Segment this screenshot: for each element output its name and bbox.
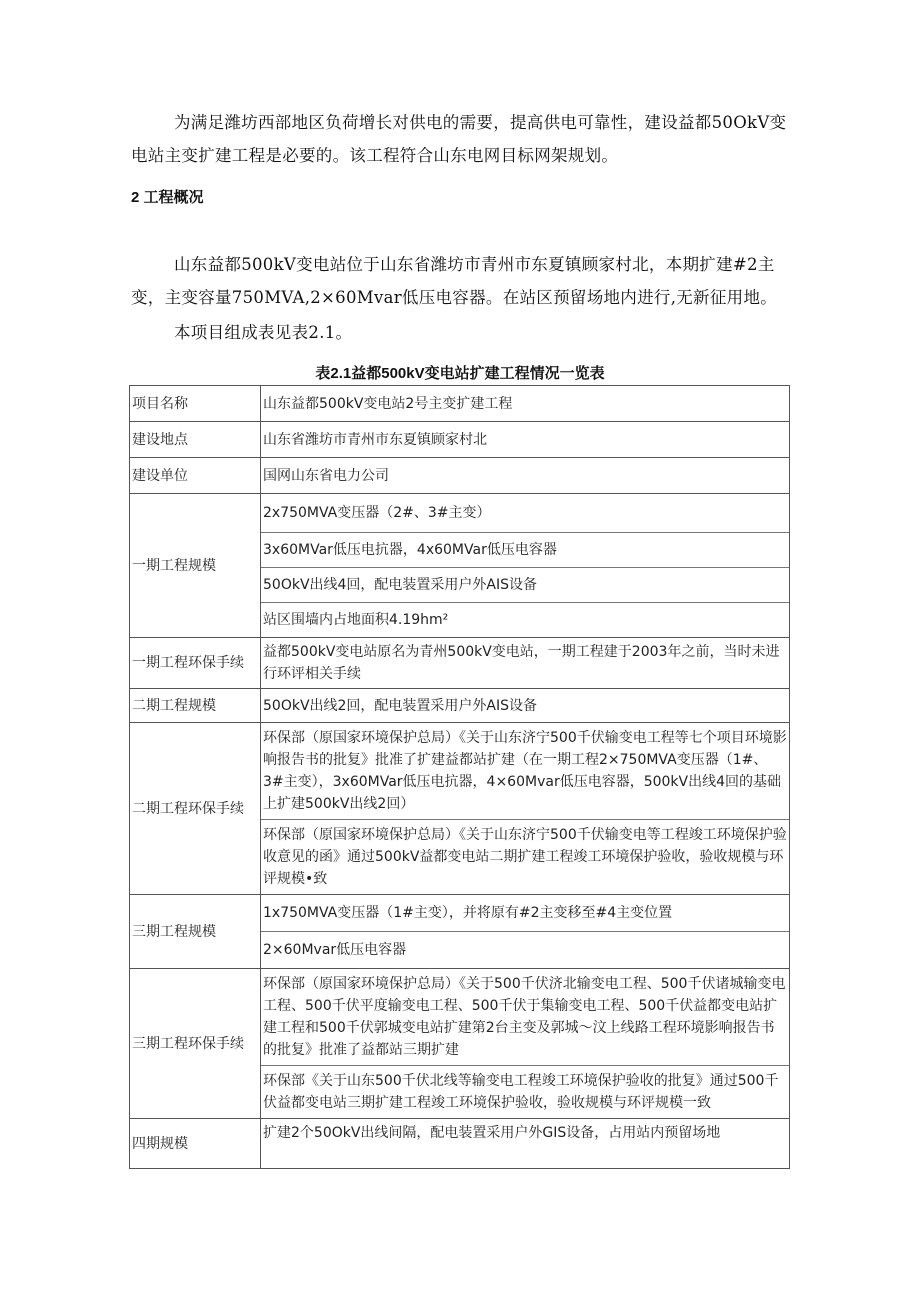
- row-label: 建设地点: [130, 422, 261, 458]
- table-caption: 表2.1益都500kV变电站扩建工程情况一览表: [315, 365, 605, 382]
- table-row: [130, 723, 790, 895]
- row-label: 四期规模: [130, 1119, 261, 1169]
- row-values: [261, 494, 790, 638]
- row-value: 环保部（原国家环境保护总局）《关于500千伏济北输变电工程、500千伏诸城输变电工程、500千伏平度输变电工程、500千伏于集输变电工程、500千伏益都变电站扩建工程和500千伏郭城变电站扩建第2台主变及郭城～汶上线路工程环境影响报告书的批复》批准了益都站三期扩建: [263, 976, 786, 1058]
- table-row: [130, 638, 790, 689]
- table-row: [130, 494, 790, 638]
- row-value: 站区围墙内占地面积4.19hm²: [261, 602, 789, 637]
- row-value: 扩建2个50OkV出线间隔，配电装置采用户外GIS设备，占用站内预留场地: [261, 1119, 790, 1169]
- row-value: 山东省潍坊市青州市东夏镇顾家村北: [261, 422, 790, 458]
- intro-paragraph: 为满足潍坊西部地区负荷增长对供电的需要，提高供电可靠性，建设益都50OkV变电站主变扩建工程是必要的。该工程符合山东电网目标网架规划。: [131, 113, 787, 165]
- row-value: 1x750MVA变压器（1#主变），并将原有#2主变移至#4主变位置: [263, 905, 673, 921]
- overview-paragraph: 山东益都500kV变电站位于山东省潍坊市青州市东夏镇顾家村北，本期扩建#2主变，主变容量750MVA,2×60Mvar低压电容器。在站区预留场地内进行,无新征用地。: [131, 255, 778, 307]
- table-row: [130, 689, 790, 723]
- row-value: 50OkV出线2回，配电装置采用户外AIS设备: [261, 689, 790, 723]
- row-value: 山东益都500kV变电站2号主变扩建工程: [261, 386, 790, 422]
- row-label: 三期工程规模: [130, 895, 261, 969]
- row-label: 一期工程规模: [130, 494, 261, 638]
- table-row: [130, 1119, 790, 1169]
- row-label: 项目名称: [130, 386, 261, 422]
- row-label: 建设单位: [130, 458, 261, 494]
- table-row: [130, 386, 790, 422]
- row-value: 国网山东省电力公司: [261, 458, 790, 494]
- row-value: 环保部（原国家环境保护总局）《关于山东济宁500千伏输变电工程等七个项目环境影响报告书的批复》批准了扩建益都站扩建（在一期工程2×750MVA变压器（1#、3#主变），3x60MVar低压电抗器，4×60Mvar低压电容器，500kV出线4回的基础上扩建500kV出线2回）: [263, 730, 787, 812]
- row-values: [261, 895, 790, 969]
- row-label: 二期工程环保手续: [130, 723, 261, 895]
- table-row: [130, 422, 790, 458]
- row-label: 三期工程环保手续: [130, 969, 261, 1119]
- table-row: [130, 969, 790, 1119]
- row-values: [261, 969, 790, 1119]
- row-label: 二期工程规模: [130, 689, 261, 723]
- row-value: 3x60MVar低压电抗器，4x60MVar低压电容器: [261, 532, 789, 567]
- row-value: 环保部（原国家环境保护总局）《关于山东济宁500千伏输变电等工程竣工环境保护验收意见的函》通过500kV益都变电站二期扩建工程竣工环境保护验收，验收规模与环评规模•致: [261, 819, 789, 894]
- project-table: [129, 385, 790, 1169]
- row-value: 环保部《关于山东500千伏北线等输变电工程竣工环境保护验收的批复》通过500千伏益都变电站三期扩建工程竣工环境保护验收，验收规模与环评规模一致: [261, 1065, 789, 1118]
- row-label: 一期工程环保手续: [130, 638, 261, 689]
- section-heading: 2 工程概况: [131, 189, 204, 206]
- row-value: 2x750MVA变压器（2#、3#主变）: [263, 505, 491, 521]
- row-value: 2×60Mvar低压电容器: [261, 931, 789, 968]
- table-reference-paragraph: 本项目组成表见表2.1。: [174, 323, 353, 342]
- row-value: 益都500kV变电站原名为青州500kV变电站，一期工程建于2003年之前，当时未进行环评相关手续: [261, 638, 790, 689]
- row-values: [261, 723, 790, 895]
- table-row: [130, 458, 790, 494]
- row-value: 50OkV出线4回，配电装置采用户外AIS设备: [261, 567, 789, 602]
- table-row: [130, 895, 790, 969]
